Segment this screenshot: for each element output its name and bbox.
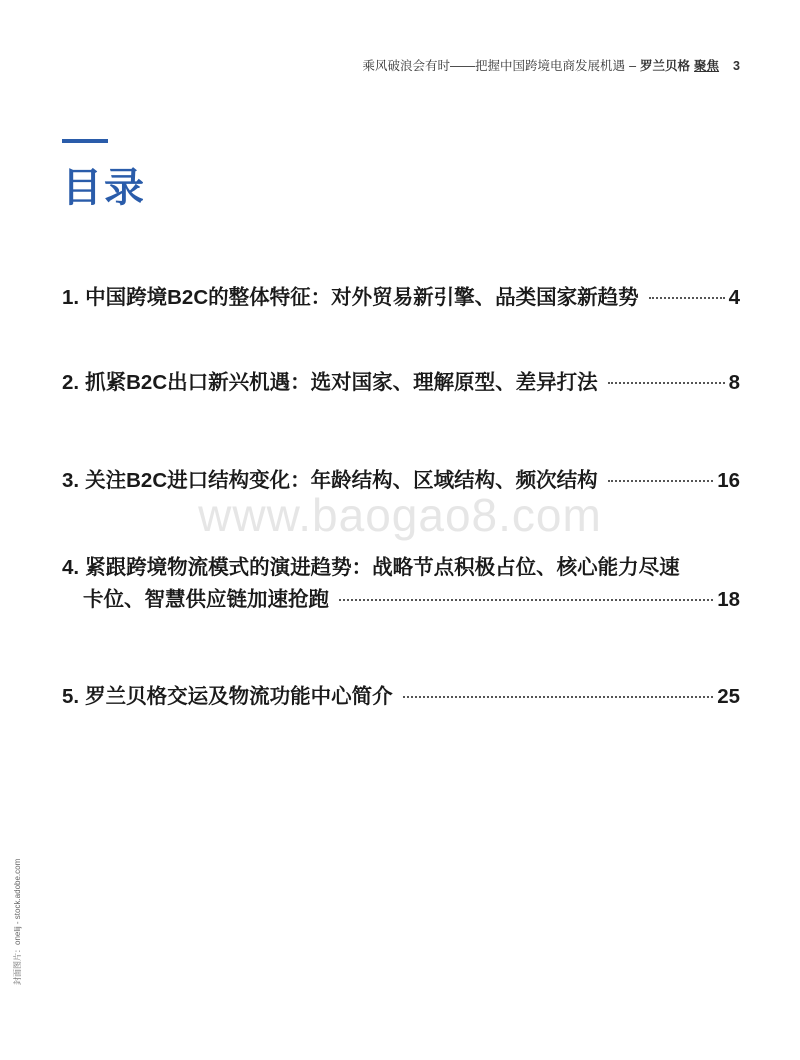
toc-text: 罗兰贝格交运及物流功能中心简介	[85, 685, 393, 708]
toc-number: 3.	[62, 469, 80, 492]
toc-leader	[339, 599, 713, 601]
page-number: 3	[733, 59, 740, 73]
toc-leader	[403, 696, 714, 698]
toc-number: 2.	[62, 371, 80, 394]
watermark: www.baogao8.com	[198, 489, 602, 541]
toc-number: 4.	[62, 556, 80, 579]
toc-number: 5.	[62, 685, 80, 708]
toc-entry-1[interactable]	[62, 283, 740, 313]
toc-text-continued: 卡位、智慧供应链加速抢跑	[83, 588, 329, 611]
toc-page: 18	[717, 588, 740, 611]
toc-leader	[649, 297, 725, 299]
toc-entry-4[interactable]	[62, 553, 740, 615]
toc-leader	[608, 480, 714, 482]
toc-text: 紧跟跨境物流模式的演进趋势：战略节点积极占位、核心能力尽速	[85, 556, 680, 579]
brand-name: 罗兰贝格	[640, 59, 691, 73]
toc-entry-2[interactable]	[62, 368, 740, 398]
title-accent-bar	[62, 139, 108, 143]
running-title: 乘风破浪会有时——把握中国跨境电商发展机遇	[362, 59, 626, 73]
running-header	[363, 56, 740, 74]
toc-page: 25	[717, 685, 740, 708]
image-credit: 封面图片：onelij - stock.adobe.com	[13, 858, 22, 985]
toc-page: 4	[728, 286, 740, 309]
toc-text: 中国跨境B2C的整体特征：对外贸易新引擎、品类国家新趋势	[85, 286, 639, 309]
toc-text: 关注B2C进口结构变化：年龄结构、区域结构、频次结构	[85, 469, 598, 492]
toc-entry-5[interactable]	[62, 682, 740, 712]
toc-number: 1.	[62, 286, 80, 309]
toc-page: 8	[728, 371, 740, 394]
header-separator: –	[629, 59, 637, 73]
toc-leader	[608, 382, 725, 384]
toc-text: 抓紧B2C出口新兴机遇：选对国家、理解原型、差异打法	[85, 371, 598, 394]
focus-label: 聚焦	[694, 59, 720, 73]
page-title: 目录	[62, 166, 146, 210]
toc-page: 16	[717, 469, 740, 492]
